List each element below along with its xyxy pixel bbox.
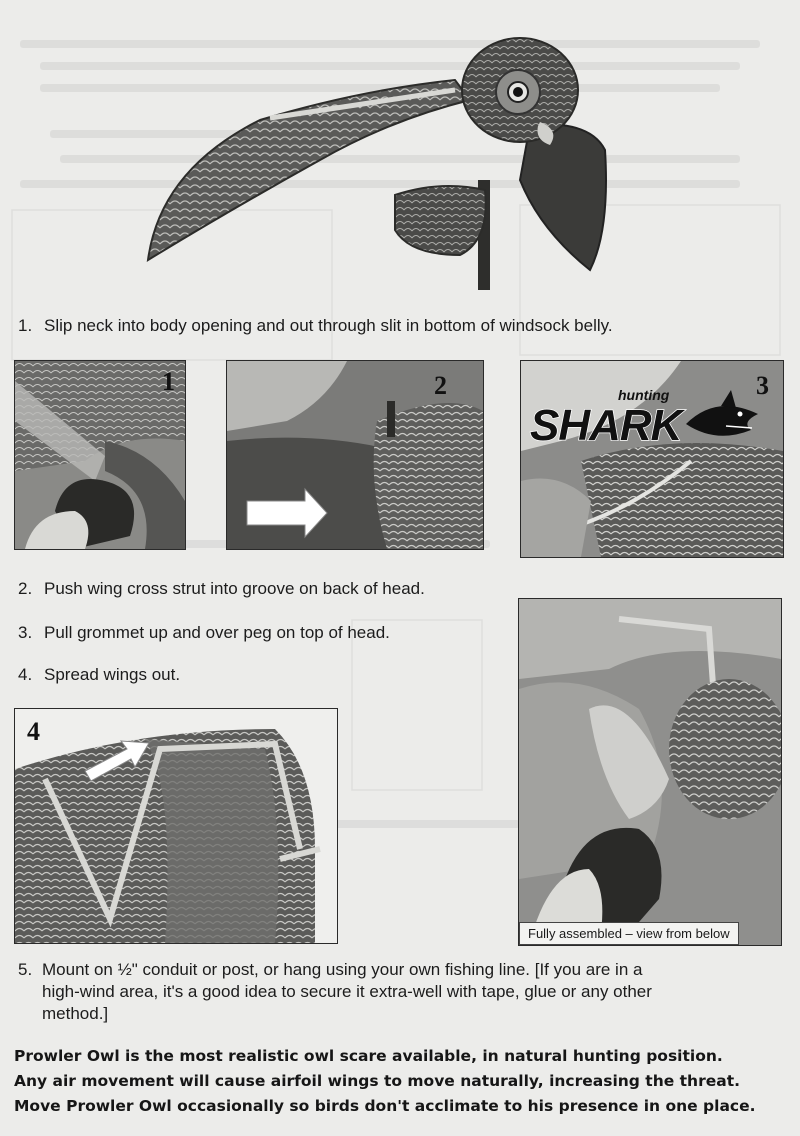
step-5-line-3: method.]: [42, 1004, 109, 1023]
step-3: [18, 622, 390, 644]
step-4: [18, 664, 180, 686]
photo-3-label: 3: [756, 371, 769, 400]
step-3-number: 3.: [18, 623, 33, 642]
step-1: [18, 315, 613, 337]
assembled-caption: Fully assembled – view from below: [519, 922, 739, 945]
step-5: [18, 959, 788, 1025]
logo-small-text: hunting: [618, 387, 670, 403]
footer-line-3: Move Prowler Owl occasionally so birds don't acclimate to his presence in one place.: [14, 1097, 756, 1115]
step-1-text: Slip neck into body opening and out through slit in bottom of windsock belly.: [44, 316, 613, 335]
step-2-number: 2.: [18, 579, 33, 598]
shark-head-icon: [686, 390, 758, 436]
owl-illustration: [140, 30, 640, 300]
photo-step-4: [14, 708, 338, 944]
step-1-number: 1.: [18, 316, 33, 335]
step-4-number: 4.: [18, 665, 33, 684]
step-5-number: 5.: [18, 960, 33, 979]
hunting-shark-logo: [526, 384, 762, 454]
photo-2-label: 2: [434, 371, 447, 400]
photo-step-1: [14, 360, 186, 550]
footer-line-2: Any air movement will cause airfoil wings to move naturally, increasing the threat.: [14, 1072, 740, 1090]
step-4-text: Spread wings out.: [44, 665, 181, 684]
step-5-line-2: high-wind area, it's a good idea to secure it extra-well with tape, glue or any other: [42, 982, 652, 1001]
photo-step-2: [226, 360, 484, 550]
logo-big-text: SHARK: [530, 401, 682, 450]
footer-line-1: Prowler Owl is the most realistic owl scare available, in natural hunting position.: [14, 1047, 723, 1065]
step-3-text: Pull grommet up and over peg on top of head.: [44, 623, 390, 642]
photo-fully-assembled: [518, 598, 782, 946]
footer-description: [14, 1044, 794, 1119]
photo-1-label: 1: [162, 367, 175, 396]
photo-4-label: 4: [27, 717, 40, 746]
step-5-line-1: Mount on ½" conduit or post, or hang using your own fishing line. [If you are in a: [42, 960, 643, 979]
step-2-text: Push wing cross strut into groove on back of head.: [44, 579, 425, 598]
step-2: [18, 578, 425, 600]
